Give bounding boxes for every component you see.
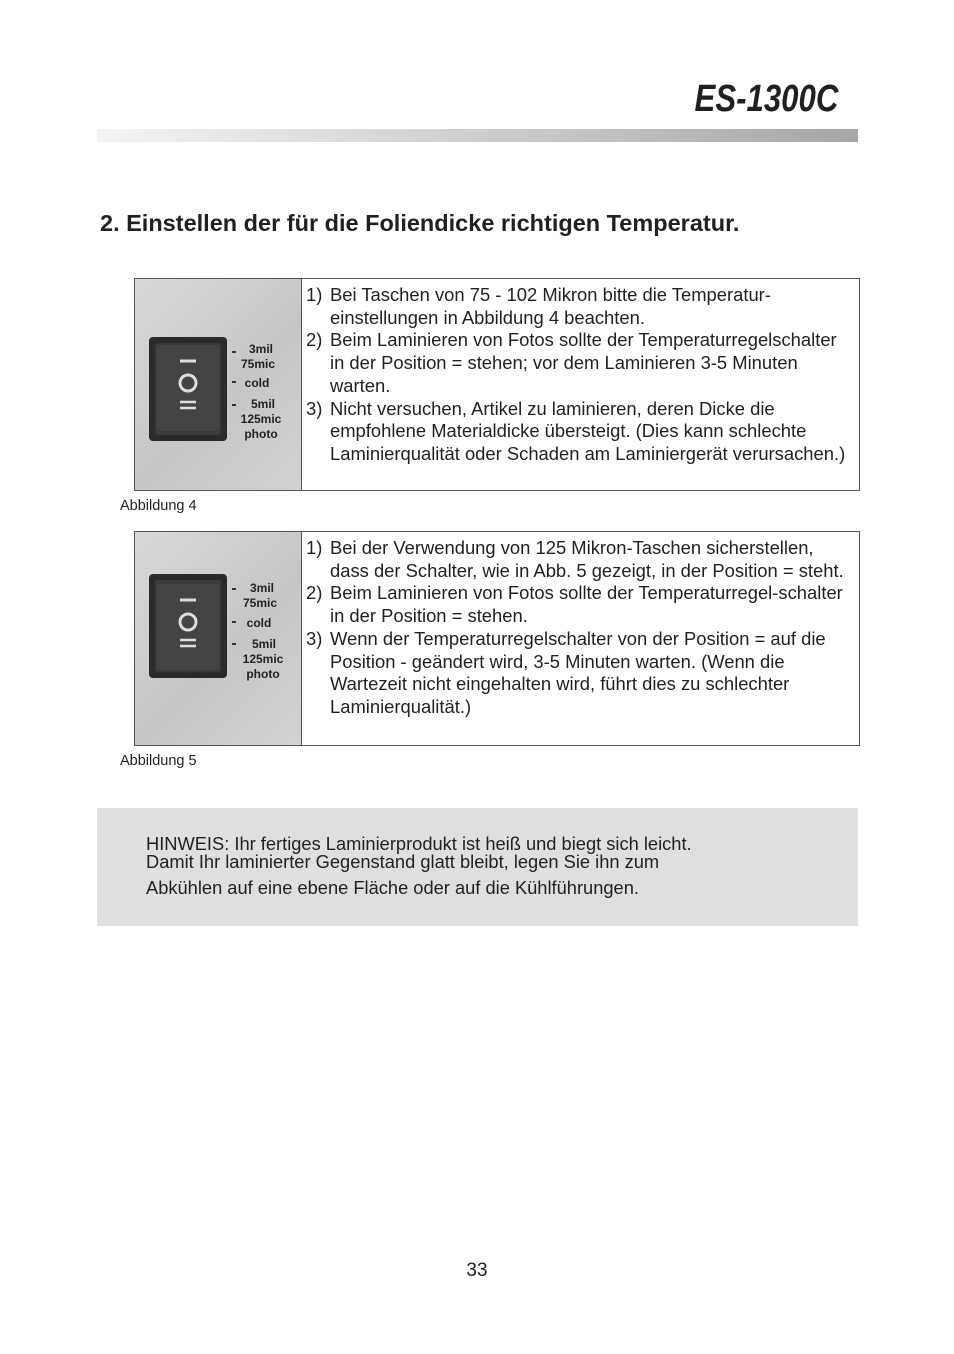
list-item: 3) Wenn der Temperaturregelschalter von der Position = auf die Position - geändert wird, 3-5 Minuten warten. (Wenn die Wartezeit nicht eingehalten wird, führt dies zu schlechter Laminierqualität.)	[306, 627, 826, 717]
figure-4-box	[134, 278, 860, 491]
label-cold: cold	[244, 376, 270, 390]
figure-4-image	[135, 279, 302, 490]
figure-4-text	[302, 279, 859, 490]
label-3mil: 3mil	[249, 581, 275, 595]
list-item: 1) Bei Taschen von 75 - 102 Mikron bitte die Temperatur-einstellungen in Abbildung 4 beachten.	[306, 284, 771, 328]
page-number: 33	[466, 1260, 488, 1281]
label-75mic: 75mic	[240, 357, 276, 371]
figure-5-text	[302, 532, 859, 745]
rocker-switch-icon	[135, 532, 301, 745]
list-item: 2) Beim Laminieren von Fotos sollte der Temperaturregel-schalter in der Position = stehen.	[306, 582, 843, 627]
label-75mic: 75mic	[242, 596, 278, 610]
model-title: ES-1300C	[694, 78, 838, 120]
label-125mic: 125mic	[242, 652, 284, 666]
label-5mil: 5mil	[250, 397, 276, 411]
list-item: 3) Nicht versuchen, Artikel zu laminieren, deren Dicke die empfohlene Materialdicke übersteigt. (Dies kann schlechte Laminierqualität oder Schaden am Laminiergerät verursachen.)	[306, 397, 846, 464]
figure-4-caption: Abbildung 4	[120, 498, 197, 514]
label-5mil: 5mil	[251, 637, 277, 651]
rocker-switch-icon	[135, 279, 301, 490]
figure-5-image	[135, 532, 302, 745]
figure-5-caption: Abbildung 5	[120, 753, 197, 769]
header-divider	[97, 129, 858, 142]
figure-5-box	[134, 531, 860, 746]
list-item: 1) Bei der Verwendung von 125 Mikron-Taschen sicherstellen, dass der Schalter, wie in Abb. 5 gezeigt, in der Position = steht.	[306, 537, 844, 581]
label-photo: photo	[244, 427, 278, 441]
section-heading: 2. Einstellen der für die Foliendicke richtigen Temperatur.	[100, 210, 740, 236]
label-cold: cold	[246, 616, 272, 630]
label-photo: photo	[246, 667, 280, 681]
list-item: 2) Beim Laminieren von Fotos sollte der Temperaturregelschalter in der Position = stehen; vor dem Laminieren 3-5 Minuten warten.	[306, 329, 837, 396]
note-box	[97, 808, 858, 926]
label-3mil: 3mil	[248, 342, 274, 356]
note-line-1: HINWEIS: Ihr fertiges Laminierprodukt ist heiß und biegt sich leicht.	[146, 833, 692, 854]
label-125mic: 125mic	[240, 412, 282, 426]
note-line-2: Damit Ihr laminierter Gegenstand glatt bleibt, legen Sie ihn zum	[146, 851, 660, 872]
note-line-3: Abkühlen auf eine ebene Fläche oder auf die Kühlführungen.	[146, 877, 639, 898]
